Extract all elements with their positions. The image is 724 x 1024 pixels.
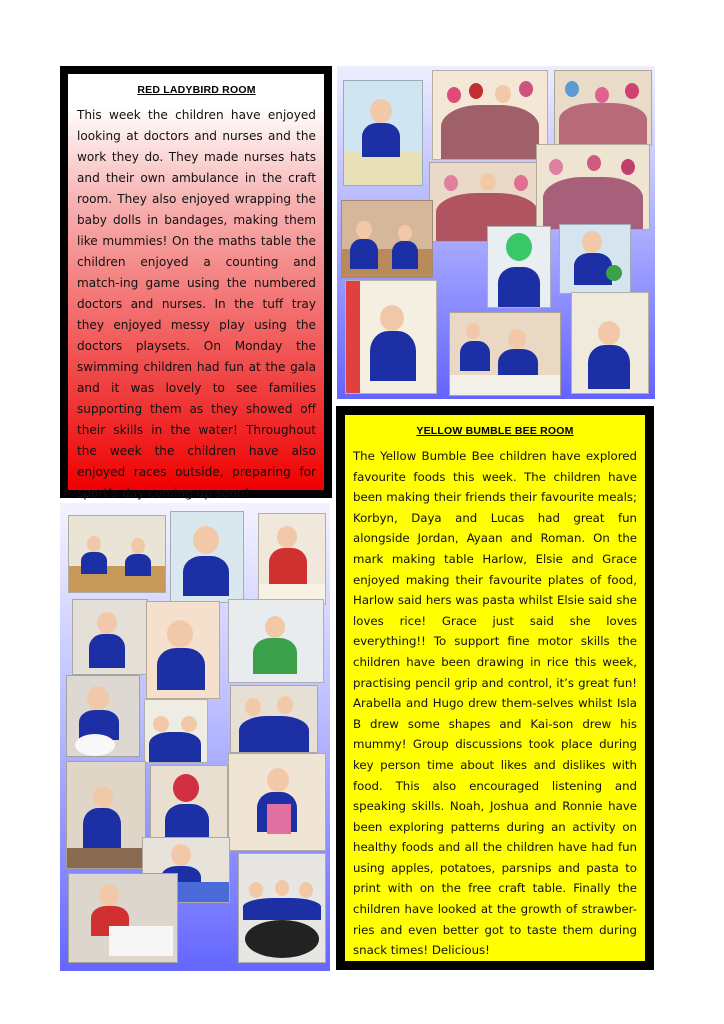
red-ladybird-text: This week the children have enjoyed looking at doctors and nurses and the work they do. They made nurses hats and their own ambulance in the craft room. They also enjoyed wrapping the baby dolls in bandages, making them like mummies! On the maths table the children enjoyed a counting and match-ing game using the numbered doctors and nurses. In the tuff tray they enjoyed messy play using the doctors playsets. On Monday the swimming children had fun at the gala and it was lovely to see families supporting them as they showed off their skills in the water! Throughout the week the children have also enjoyed races outside, preparing for sport’s day coming up soon!	[77, 108, 316, 500]
yellow-bumble-bee-text: The Yellow Bumble Bee children have explored favourite foods this week. The children have been making their friends their favourite meals; Korbyn, Daya and Lucas had great fun alongside Jordan, Ayaan and Roman. On the mark making table Harlow, Elsie and Grace enjoyed making their favourite plates of food, Harlow said hers was pasta whilst Elsie said she loves rice! Grace just said she loves everything!! To support fine motor skills the children have been drawing in rice this week, practising pencil grip and control, it’s great fun! Arabella and Hugo drew them-selves whilst Isla B drew some shapes and Kai-son drew his mummy! Group discussions took place during key person time about likes and dislikes with food. This also encouraged listening and speaking skills. Noah, Joshua and Ronnie have been exploring patterns during an activity on healthy foods and all the children have had fun using apples, potatoes, parsnips and pasta to print with on the free craft table. Finally the children have looked at the growth of strawber-ries and even better got to taste them during snack times! Delicious!	[353, 449, 637, 958]
collage-photo	[345, 280, 437, 394]
yellow-bumble-bee-panel	[336, 406, 654, 970]
collage-photo	[536, 144, 650, 230]
collage-photo	[559, 224, 631, 294]
red-ladybird-panel	[60, 66, 332, 498]
collage-photo	[487, 226, 551, 308]
collage-photo	[170, 511, 244, 603]
collage-photo	[144, 699, 208, 763]
collage-photo	[68, 515, 166, 593]
collage-photo	[66, 761, 146, 869]
collage-photo	[238, 853, 326, 963]
collage-photo	[258, 513, 326, 605]
collage-photo	[228, 753, 326, 851]
collage-photo	[449, 312, 561, 396]
yellow-room-photo-collage	[60, 503, 330, 971]
collage-photo	[230, 685, 318, 753]
yellow-bumble-bee-content	[345, 415, 645, 961]
red-ladybird-title: RED LADYBIRD ROOM	[137, 84, 256, 96]
collage-photo	[432, 70, 548, 160]
collage-photo	[228, 599, 324, 683]
red-ladybird-content	[68, 74, 324, 500]
yellow-bumble-bee-title: YELLOW BUMBLE BEE ROOM	[416, 425, 574, 437]
collage-photo	[72, 599, 148, 675]
collage-photo	[68, 873, 178, 963]
collage-photo	[343, 80, 423, 186]
red-room-photo-collage	[337, 66, 655, 399]
collage-photo	[66, 675, 140, 757]
collage-photo	[146, 601, 220, 699]
collage-photo	[571, 292, 649, 394]
collage-photo	[554, 70, 652, 146]
collage-photo	[341, 200, 433, 278]
